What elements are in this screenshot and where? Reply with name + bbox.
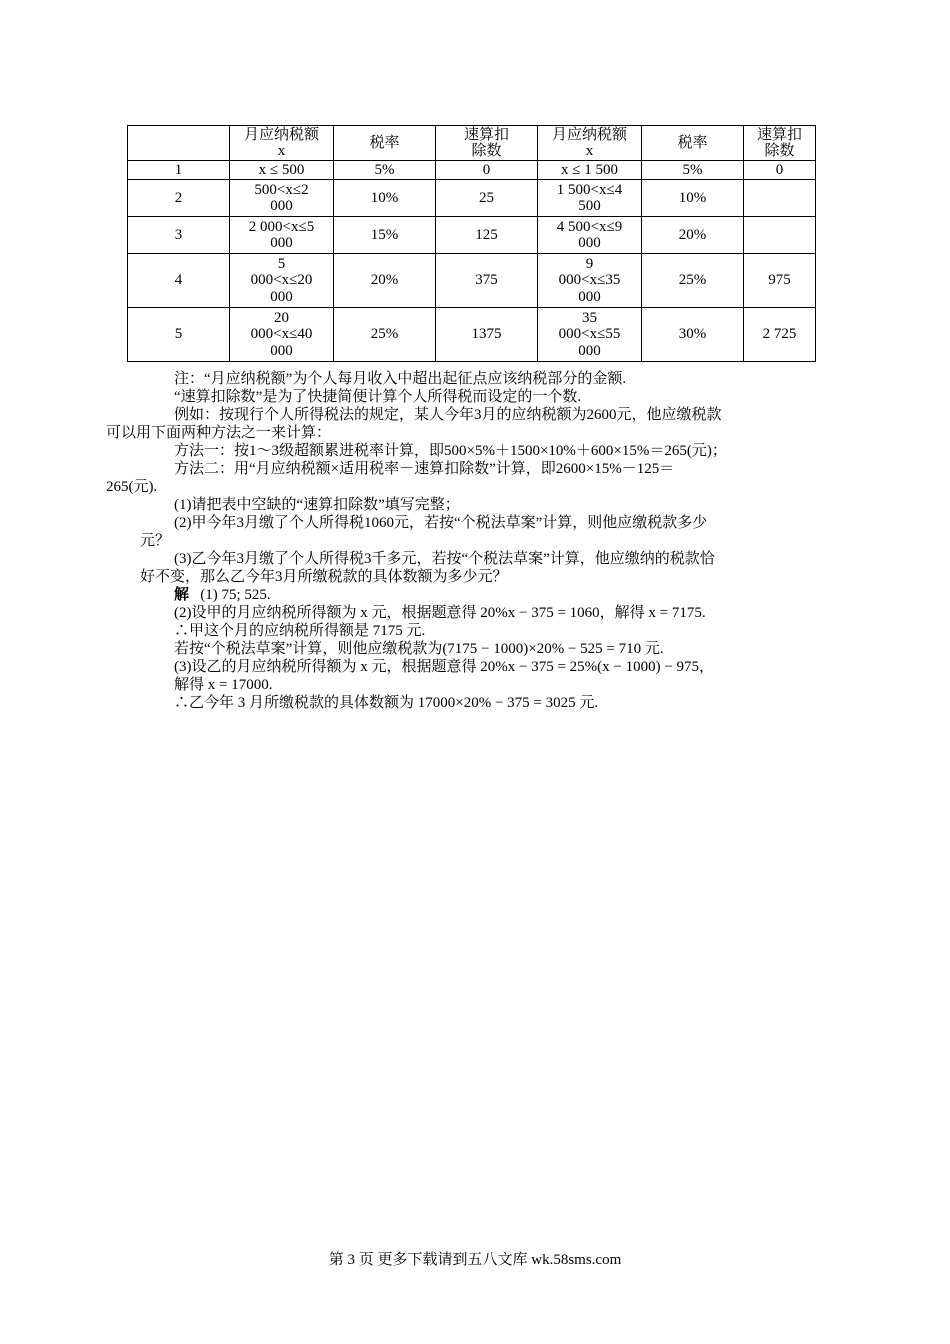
table-cell: 2 725	[744, 308, 816, 362]
table-cell: 30%	[642, 308, 744, 362]
table-cell: 5%	[642, 161, 744, 180]
table-header-row	[128, 126, 816, 161]
example-line: 例如：按现行个人所得税法的规定，某人今年3月的应纳税额为2600元，他应缴税款	[174, 407, 722, 423]
method-line: 方法一：按1～3级超额累进税率计算，即500×5%＋1500×10%＋600×15%＝265(元)；	[174, 443, 727, 459]
method-line: 265(元).	[106, 479, 158, 495]
solution-line: 解得 x = 17000.	[174, 677, 273, 693]
table-row	[128, 161, 816, 180]
table-cell: 1	[128, 161, 230, 180]
question-line: (2)甲今年3月缴了个人所得税1060元，若按“个税法草案”计算，则他应缴税款多少	[174, 515, 708, 531]
blank-cell	[744, 217, 816, 254]
blank-cell	[744, 180, 816, 217]
solution-answer: (1) 75; 525.	[200, 587, 271, 603]
table-cell: 20%	[334, 254, 436, 308]
solution-line: ∴乙今年 3 月所缴税款的具体数额为 17000×20% − 375 = 3025 元.	[174, 695, 599, 711]
table-cell: x ≤ 500	[230, 161, 334, 180]
table-cell: 2 000<x≤5 000	[230, 217, 334, 254]
question-line: 元？	[140, 533, 171, 549]
problem-text	[106, 370, 815, 712]
table-row	[128, 308, 816, 362]
note-line: 注：“月应纳税额”为个人每月收入中超出起征点应该纳税部分的金额.	[174, 371, 627, 387]
header-cell	[128, 126, 230, 161]
table-cell: 500<x≤2 000	[230, 180, 334, 217]
table-cell: 3	[128, 217, 230, 254]
table-row	[128, 254, 816, 308]
table-cell: 5	[128, 308, 230, 362]
question-line: 好不变，那么乙今年3月所缴税款的具体数额为多少元？	[140, 569, 508, 585]
table-cell: 20%	[642, 217, 744, 254]
header-cell: 速算扣 除数	[436, 126, 538, 161]
table-cell: 1375	[436, 308, 538, 362]
table-cell: 25%	[334, 308, 436, 362]
example-line: 可以用下面两种方法之一来计算：	[106, 425, 332, 441]
table-cell: 4	[128, 254, 230, 308]
table-cell: 20 000<x≤40 000	[230, 308, 334, 362]
solution-line: ∴甲这个月的应纳税所得额是 7175 元.	[174, 623, 426, 639]
table-row	[128, 217, 816, 254]
table-cell: 25%	[642, 254, 744, 308]
header-cell: 税率	[334, 126, 436, 161]
table-cell: 0	[436, 161, 538, 180]
question-line: (1)请把表中空缺的“速算扣除数”填写完整；	[174, 497, 460, 513]
header-cell: 速算扣 除数	[744, 126, 816, 161]
header-cell: 税率	[642, 126, 744, 161]
table-cell: 125	[436, 217, 538, 254]
table-cell: 4 500<x≤9 000	[538, 217, 642, 254]
table-cell: 5 000<x≤20 000	[230, 254, 334, 308]
table-cell: 1 500<x≤4 500	[538, 180, 642, 217]
table-cell: 375	[436, 254, 538, 308]
header-cell: 月应纳税额 x	[538, 126, 642, 161]
table-cell: 2	[128, 180, 230, 217]
solution-line: (3)设乙的月应纳税所得额为 x 元，根据题意得 20%x − 375 = 25%(x − 1000) − 975，	[174, 659, 715, 675]
table-cell: 35 000<x≤55 000	[538, 308, 642, 362]
table-cell: 975	[744, 254, 816, 308]
table-cell: 0	[744, 161, 816, 180]
header-cell: 月应纳税额 x	[230, 126, 334, 161]
table-cell: 10%	[334, 180, 436, 217]
solution-line	[140, 586, 815, 604]
solution-label: 解	[174, 587, 190, 603]
page-footer: 第 3 页 更多下载请到五八文库 wk.58sms.com	[328, 1252, 622, 1268]
table-row	[128, 180, 816, 217]
solution-line: (2)设甲的月应纳税所得额为 x 元，根据题意得 20%x − 375 = 1060，解得 x = 7175.	[174, 605, 706, 621]
table-cell: 25	[436, 180, 538, 217]
tax-rate-table	[127, 125, 816, 362]
table-cell: 10%	[642, 180, 744, 217]
table-cell: 5%	[334, 161, 436, 180]
table-cell: 9 000<x≤35 000	[538, 254, 642, 308]
table-cell: 15%	[334, 217, 436, 254]
question-line: (3)乙今年3月缴了个人所得税3千多元，若按“个税法草案”计算，他应缴纳的税款恰	[174, 551, 715, 567]
solution-line: 若按“个税法草案”计算，则他应缴税款为(7175 − 1000)×20% − 525 = 710 元.	[174, 641, 664, 657]
table-cell: x ≤ 1 500	[538, 161, 642, 180]
method-line: 方法二：用“月应纳税额×适用税率－速算扣除数”计算，即2600×15%－125＝	[174, 461, 675, 477]
note-line: “速算扣除数”是为了快捷简便计算个人所得税而设定的一个数.	[174, 389, 582, 405]
